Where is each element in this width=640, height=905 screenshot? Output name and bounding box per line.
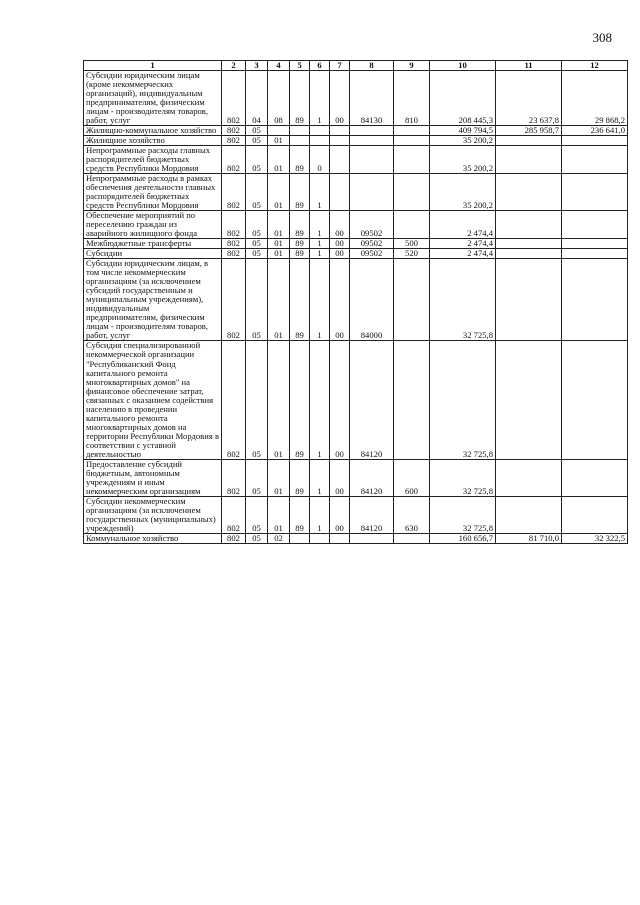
cell-direction [350, 136, 394, 146]
table-row [84, 146, 628, 174]
cell-expense-type: 500 [394, 239, 430, 249]
column-header: 5 [290, 61, 310, 71]
cell-amount-3 [562, 496, 628, 533]
cell-admin: 802 [222, 126, 246, 136]
cell-admin: 802 [222, 496, 246, 533]
cell-amount-2 [496, 174, 562, 211]
cell-amount-2 [496, 249, 562, 259]
cell-subsection: 08 [268, 71, 290, 126]
cell-event: 00 [330, 496, 350, 533]
column-header: 8 [350, 61, 394, 71]
cell-amount-1: 32 725,8 [430, 259, 496, 341]
header-row [84, 61, 628, 71]
cell-subprogram: 1 [310, 249, 330, 259]
cell-amount-3 [562, 259, 628, 341]
cell-amount-3 [562, 146, 628, 174]
cell-event: 00 [330, 259, 350, 341]
cell-amount-2 [496, 341, 562, 459]
cell-program [290, 126, 310, 136]
cell-amount-1: 32 725,8 [430, 341, 496, 459]
cell-expense-type [394, 136, 430, 146]
cell-amount-2 [496, 459, 562, 496]
column-header: 6 [310, 61, 330, 71]
cell-amount-1: 160 656,7 [430, 533, 496, 543]
cell-program: 89 [290, 211, 310, 239]
cell-program: 89 [290, 459, 310, 496]
table-row [84, 174, 628, 211]
table-row [84, 211, 628, 239]
cell-section: 05 [246, 249, 268, 259]
cell-direction: 84120 [350, 341, 394, 459]
cell-subsection: 01 [268, 174, 290, 211]
cell-admin: 802 [222, 136, 246, 146]
cell-amount-1: 208 445,3 [430, 71, 496, 126]
cell-subprogram [310, 126, 330, 136]
cell-section: 05 [246, 136, 268, 146]
budget-table [83, 60, 628, 544]
cell-expense-type [394, 126, 430, 136]
cell-event [330, 146, 350, 174]
cell-subsection: 01 [268, 136, 290, 146]
cell-amount-2 [496, 239, 562, 249]
cell-subprogram: 1 [310, 211, 330, 239]
cell-amount-3 [562, 239, 628, 249]
cell-expense-type: 520 [394, 249, 430, 259]
cell-amount-3 [562, 341, 628, 459]
cell-direction: 84120 [350, 459, 394, 496]
row-name: Непрограммные расходы в рамках обеспечения деятельности главных распорядителей бюджетных средств Республики Мордовия [84, 174, 222, 211]
cell-event [330, 136, 350, 146]
cell-amount-1: 2 474,4 [430, 249, 496, 259]
cell-expense-type [394, 211, 430, 239]
cell-amount-1: 35 200,2 [430, 136, 496, 146]
cell-amount-1: 35 200,2 [430, 174, 496, 211]
cell-event: 00 [330, 341, 350, 459]
cell-section: 05 [246, 126, 268, 136]
cell-subsection [268, 126, 290, 136]
cell-section: 05 [246, 239, 268, 249]
table-row [84, 533, 628, 543]
column-header: 4 [268, 61, 290, 71]
row-name: Межбюджетные трансферты [84, 239, 222, 249]
table-row [84, 239, 628, 249]
cell-event: 00 [330, 239, 350, 249]
cell-program [290, 533, 310, 543]
cell-section: 04 [246, 71, 268, 126]
cell-subsection: 01 [268, 211, 290, 239]
cell-section: 05 [246, 259, 268, 341]
cell-amount-3 [562, 249, 628, 259]
cell-subsection: 01 [268, 249, 290, 259]
column-header: 2 [222, 61, 246, 71]
cell-section: 05 [246, 496, 268, 533]
row-name: Субсидии [84, 249, 222, 259]
table-row [84, 126, 628, 136]
cell-subprogram: 1 [310, 71, 330, 126]
table-row [84, 71, 628, 126]
cell-subprogram: 1 [310, 259, 330, 341]
column-header: 1 [84, 61, 222, 71]
cell-amount-2: 285 958,7 [496, 126, 562, 136]
cell-event [330, 533, 350, 543]
cell-amount-3: 29 868,2 [562, 71, 628, 126]
table-row [84, 341, 628, 459]
table-row [84, 259, 628, 341]
cell-subsection: 01 [268, 146, 290, 174]
table-row [84, 249, 628, 259]
cell-admin: 802 [222, 341, 246, 459]
cell-section: 05 [246, 459, 268, 496]
row-name: Предоставление субсидий бюджетным, автономным учреждениям и иным некоммерческим организациям [84, 459, 222, 496]
cell-event [330, 174, 350, 211]
table-row [84, 496, 628, 533]
cell-subsection: 01 [268, 259, 290, 341]
cell-admin: 802 [222, 146, 246, 174]
cell-subprogram: 1 [310, 459, 330, 496]
cell-program: 89 [290, 71, 310, 126]
cell-section: 05 [246, 174, 268, 211]
cell-admin: 802 [222, 174, 246, 211]
cell-amount-2 [496, 136, 562, 146]
column-header: 9 [394, 61, 430, 71]
cell-admin: 802 [222, 259, 246, 341]
cell-admin: 802 [222, 249, 246, 259]
cell-expense-type: 630 [394, 496, 430, 533]
cell-amount-3 [562, 211, 628, 239]
row-name: Коммунальное хозяйство [84, 533, 222, 543]
cell-program: 89 [290, 146, 310, 174]
cell-amount-2 [496, 146, 562, 174]
row-name: Субсидии юридическим лицам (кроме некоммерческих организаций), индивидуальным предпринимателям, физическим лицам - производителям товаров, работ, услуг [84, 71, 222, 126]
cell-subsection: 01 [268, 459, 290, 496]
cell-program: 89 [290, 341, 310, 459]
cell-admin: 802 [222, 533, 246, 543]
cell-expense-type [394, 533, 430, 543]
cell-direction [350, 126, 394, 136]
cell-subprogram: 1 [310, 239, 330, 249]
table-row [84, 136, 628, 146]
cell-section: 05 [246, 211, 268, 239]
cell-subsection: 01 [268, 341, 290, 459]
cell-section: 05 [246, 533, 268, 543]
cell-amount-1: 32 725,8 [430, 459, 496, 496]
cell-amount-2: 23 637,8 [496, 71, 562, 126]
page-number: 308 [592, 30, 612, 45]
cell-subprogram: 1 [310, 341, 330, 459]
cell-amount-1: 409 794,5 [430, 126, 496, 136]
cell-section: 05 [246, 341, 268, 459]
cell-subprogram: 1 [310, 174, 330, 211]
cell-subprogram: 1 [310, 496, 330, 533]
cell-direction: 09502 [350, 211, 394, 239]
row-name: Жилищное хозяйство [84, 136, 222, 146]
cell-amount-1: 2 474,4 [430, 239, 496, 249]
cell-direction [350, 533, 394, 543]
cell-admin: 802 [222, 239, 246, 249]
cell-subprogram: 0 [310, 146, 330, 174]
table-body [84, 71, 628, 544]
cell-amount-2 [496, 211, 562, 239]
cell-admin: 802 [222, 71, 246, 126]
cell-admin: 802 [222, 211, 246, 239]
cell-direction: 09502 [350, 239, 394, 249]
cell-subsection: 01 [268, 239, 290, 249]
cell-subsection: 02 [268, 533, 290, 543]
cell-expense-type [394, 146, 430, 174]
column-header: 12 [562, 61, 628, 71]
cell-subprogram [310, 136, 330, 146]
cell-subprogram [310, 533, 330, 543]
cell-amount-2 [496, 496, 562, 533]
cell-subsection: 01 [268, 496, 290, 533]
cell-amount-1: 2 474,4 [430, 211, 496, 239]
cell-event: 00 [330, 71, 350, 126]
cell-program: 89 [290, 239, 310, 249]
row-name: Субсидии юридическим лицам, в том числе некоммерческим организациям (за исключением субсидий государственным и муниципальным учреждениям), индивидуальным предпринимателям, физическим лицам - производителям товаров, работ, услуг [84, 259, 222, 341]
cell-direction: 09502 [350, 249, 394, 259]
column-header: 11 [496, 61, 562, 71]
table-row [84, 459, 628, 496]
cell-expense-type: 600 [394, 459, 430, 496]
row-name: Непрограммные расходы главных распорядителей бюджетных средств Республики Мордовия [84, 146, 222, 174]
cell-amount-3: 32 322,5 [562, 533, 628, 543]
cell-direction: 84000 [350, 259, 394, 341]
cell-program: 89 [290, 496, 310, 533]
row-name: Субсидия специализированной некоммерческой организации "Республиканский Фонд капитального ремонта многоквартирных домов" на финансовое обеспечение затрат, связанных с оказанием содействия населению в проведении капитального ремонта многоквартирных домов на территории Республики Мордовия в соответствии с уставной деятельностью [84, 341, 222, 459]
row-name: Субсидии некоммерческим организациям (за исключением государственных (муниципальных) учреждений) [84, 496, 222, 533]
column-header: 3 [246, 61, 268, 71]
cell-program [290, 136, 310, 146]
cell-direction [350, 174, 394, 211]
cell-expense-type [394, 259, 430, 341]
cell-amount-1: 32 725,8 [430, 496, 496, 533]
cell-amount-3 [562, 136, 628, 146]
column-header: 10 [430, 61, 496, 71]
cell-admin: 802 [222, 459, 246, 496]
cell-direction: 84120 [350, 496, 394, 533]
cell-direction [350, 146, 394, 174]
cell-expense-type [394, 341, 430, 459]
cell-amount-1: 35 200,2 [430, 146, 496, 174]
row-name: Жилищно-коммунальное хозяйство [84, 126, 222, 136]
cell-event: 00 [330, 459, 350, 496]
column-header: 7 [330, 61, 350, 71]
cell-amount-2: 81 710,0 [496, 533, 562, 543]
row-name: Обеспечение мероприятий по переселению граждан из аварийного жилищного фонда [84, 211, 222, 239]
cell-event: 00 [330, 249, 350, 259]
cell-direction: 84130 [350, 71, 394, 126]
cell-event: 00 [330, 211, 350, 239]
cell-amount-3 [562, 174, 628, 211]
cell-program: 89 [290, 249, 310, 259]
cell-amount-3: 236 641,0 [562, 126, 628, 136]
cell-expense-type [394, 174, 430, 211]
cell-program: 89 [290, 174, 310, 211]
cell-expense-type: 810 [394, 71, 430, 126]
cell-section: 05 [246, 146, 268, 174]
cell-amount-2 [496, 259, 562, 341]
cell-program: 89 [290, 259, 310, 341]
cell-amount-3 [562, 459, 628, 496]
cell-event [330, 126, 350, 136]
